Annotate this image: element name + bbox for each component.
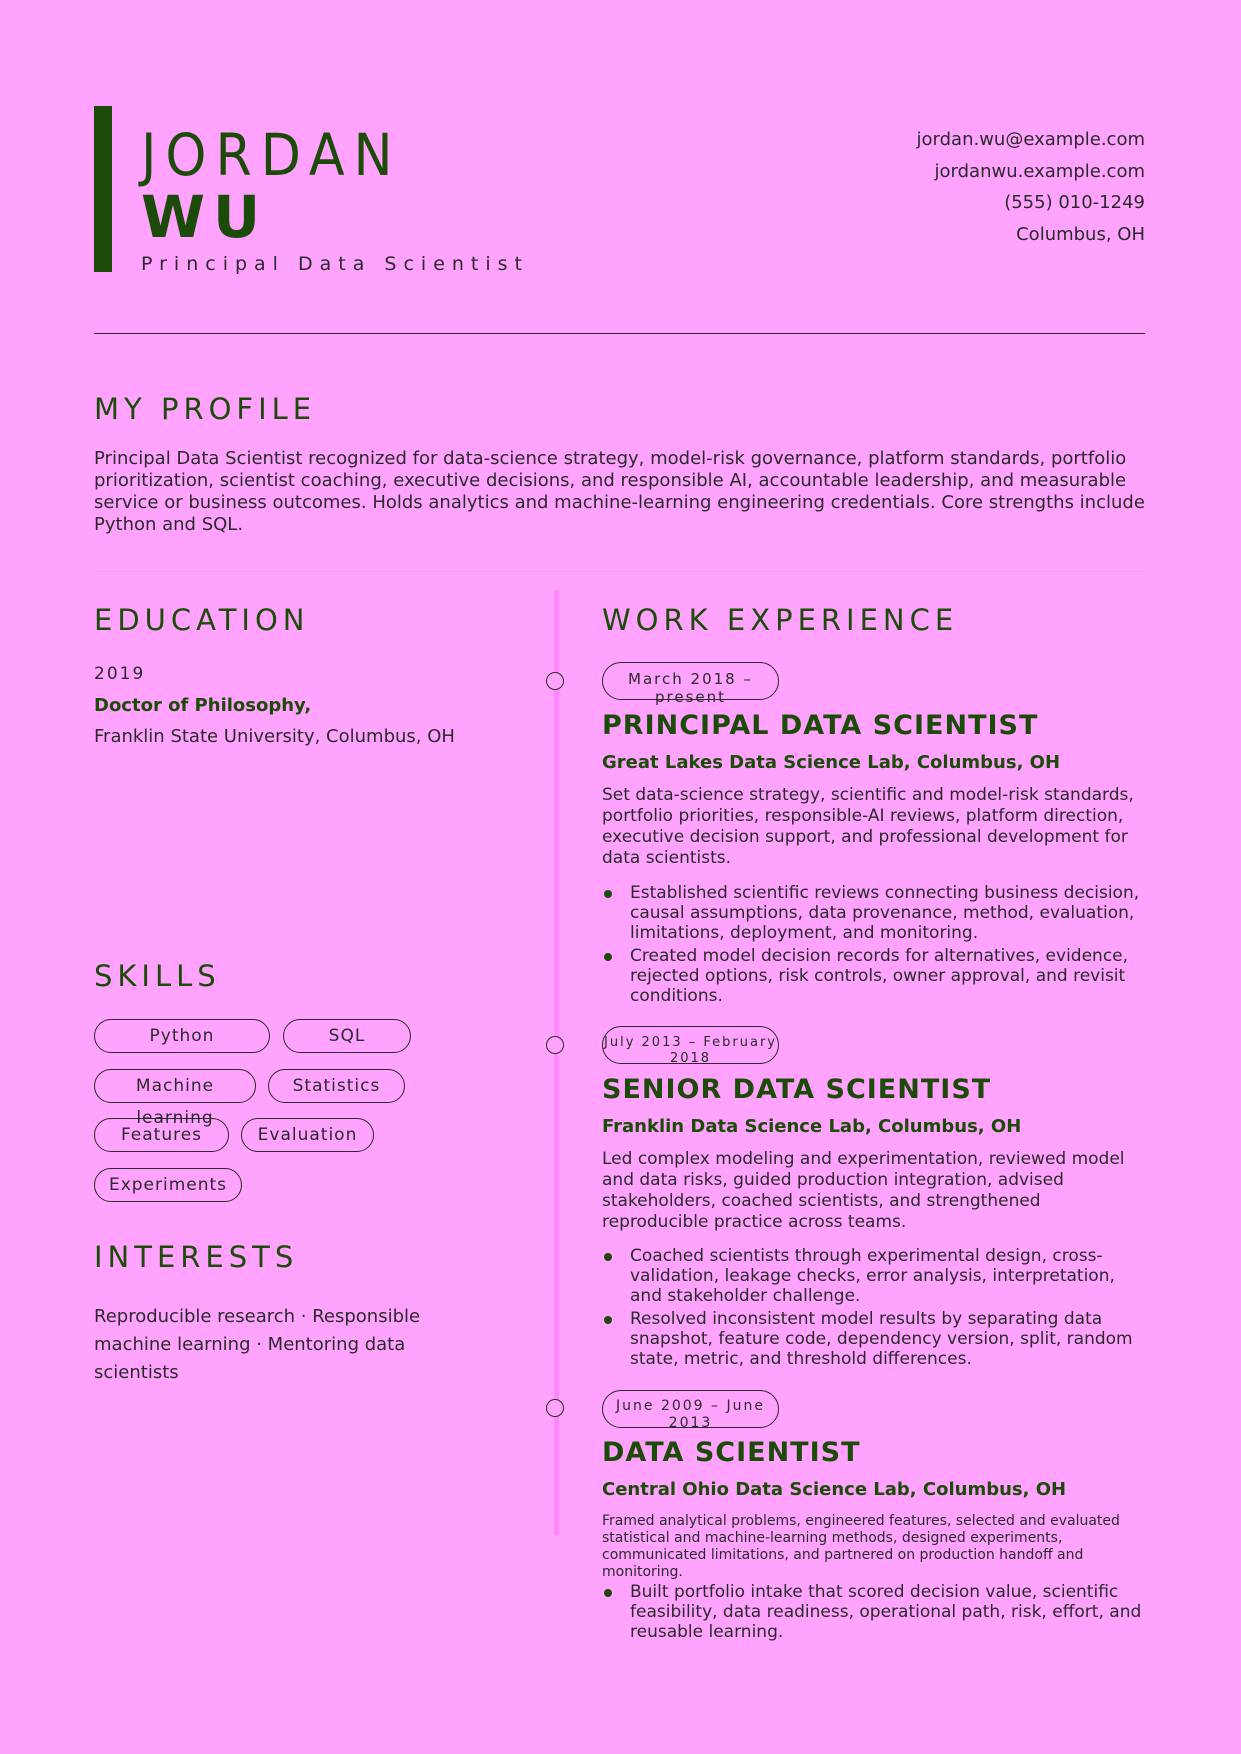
skill-tag: Statistics	[268, 1069, 405, 1103]
job-dates: June 2009 – June 2013	[602, 1390, 779, 1428]
job-company: Franklin Data Science Lab, Columbus, OH	[602, 1116, 1022, 1137]
job-bullets	[602, 1246, 1147, 1372]
job-title: Principal Data Scientist	[141, 253, 530, 275]
contact-phone: (555) 010-1249	[1004, 192, 1145, 213]
interests-heading: INTERESTS	[94, 1240, 299, 1274]
contact-location: Columbus, OH	[1016, 223, 1145, 245]
profile-heading: MY PROFILE	[94, 392, 317, 426]
job-description: Led complex modeling and experimentation, reviewed model and data risks, guided production integration, advised stakeholders, coached scientists, and strengthened reproducible practice across teams.	[602, 1149, 1125, 1232]
timeline-dot	[546, 1399, 564, 1417]
contact-email[interactable]: jordan.wu@example.com	[916, 129, 1145, 150]
profile-divider	[94, 571, 1145, 572]
timeline-dot	[546, 1036, 564, 1054]
name-accent-bar	[94, 106, 112, 272]
contact-block	[917, 124, 1145, 250]
work-experience-heading: WORK EXPERIENCE	[602, 603, 959, 637]
profile-text: Principal Data Scientist recognized for data-science strategy, model-risk governance, platform standards, portfolio prioritization, scientist coaching, executive decisions, and responsible AI, accountable leadership, and measurable service or business outcomes. Holds analytics and machine-learning engineering credentials. Core strengths include Python and SQL.	[94, 448, 1145, 535]
job-title: PRINCIPAL DATA SCIENTIST	[602, 710, 1039, 741]
bullet-icon	[604, 953, 612, 961]
job-company: Great Lakes Data Science Lab, Columbus, OH	[602, 752, 1061, 773]
skill-tag: SQL	[283, 1019, 411, 1053]
bullet-icon	[604, 1316, 612, 1324]
last-name: WU	[141, 183, 269, 251]
list-item: Resolved inconsistent model results by separating data snapshot, feature code, dependency version, split, random state, metric, and threshold differences.	[602, 1309, 1147, 1369]
job-dates: July 2013 – February 2018	[602, 1026, 779, 1064]
skill-tag: Evaluation	[241, 1118, 374, 1152]
job-description: Set data-science strategy, scientific and model-risk standards, portfolio priorities, responsible-AI reviews, platform direction, executive decision support, and professional development for data scientists.	[602, 785, 1134, 868]
skill-tag: Features	[94, 1118, 229, 1152]
list-item: Built portfolio intake that scored decision value, scientific feasibility, data readiness, operational path, risk, effort, and reusable learning.	[602, 1582, 1147, 1642]
first-name: JORDAN	[141, 121, 402, 189]
education-degree: Doctor of Philosophy,	[94, 695, 312, 716]
job-bullets	[602, 1582, 1147, 1645]
bullet-icon	[604, 1253, 612, 1261]
bullet-icon	[604, 890, 612, 898]
job-title: DATA SCIENTIST	[602, 1437, 861, 1468]
skill-tag: Python	[94, 1019, 270, 1053]
list-item: Established scientific reviews connecting business decision, causal assumptions, data provenance, method, evaluation, limitations, deployment, and monitoring.	[602, 883, 1147, 943]
list-item: Created model decision records for alternatives, evidence, rejected options, risk controls, owner approval, and revisit conditions.	[602, 946, 1147, 1006]
job-dates: March 2018 – present	[602, 662, 779, 700]
skills-heading: SKILLS	[94, 959, 221, 993]
education-school: Franklin State University, Columbus, OH	[94, 726, 455, 747]
bullet-icon	[604, 1589, 612, 1597]
contact-website[interactable]: jordanwu.example.com	[934, 160, 1145, 182]
job-company: Central Ohio Data Science Lab, Columbus, OH	[602, 1479, 1067, 1500]
skill-tag: Experiments	[94, 1168, 242, 1202]
timeline-dot	[546, 672, 564, 690]
job-bullets	[602, 883, 1147, 1009]
education-year: 2019	[94, 664, 146, 684]
job-title: SENIOR DATA SCIENTIST	[602, 1074, 992, 1105]
interests-text: Reproducible research · Responsible machine learning · Mentoring data scientists	[94, 1306, 421, 1383]
header-divider	[94, 333, 1145, 334]
education-heading: EDUCATION	[94, 603, 310, 637]
timeline-line	[554, 590, 559, 1535]
job-description: Framed analytical problems, engineered features, selected and evaluated statistical and machine-learning methods, designed experiments, communicated limitations, and partnered on production handoff and monitoring.	[602, 1513, 1120, 1580]
list-item: Coached scientists through experimental design, cross-validation, leakage checks, error analysis, interpretation, and stakeholder challenge.	[602, 1246, 1147, 1306]
skill-tag: Machine learning	[94, 1069, 256, 1103]
